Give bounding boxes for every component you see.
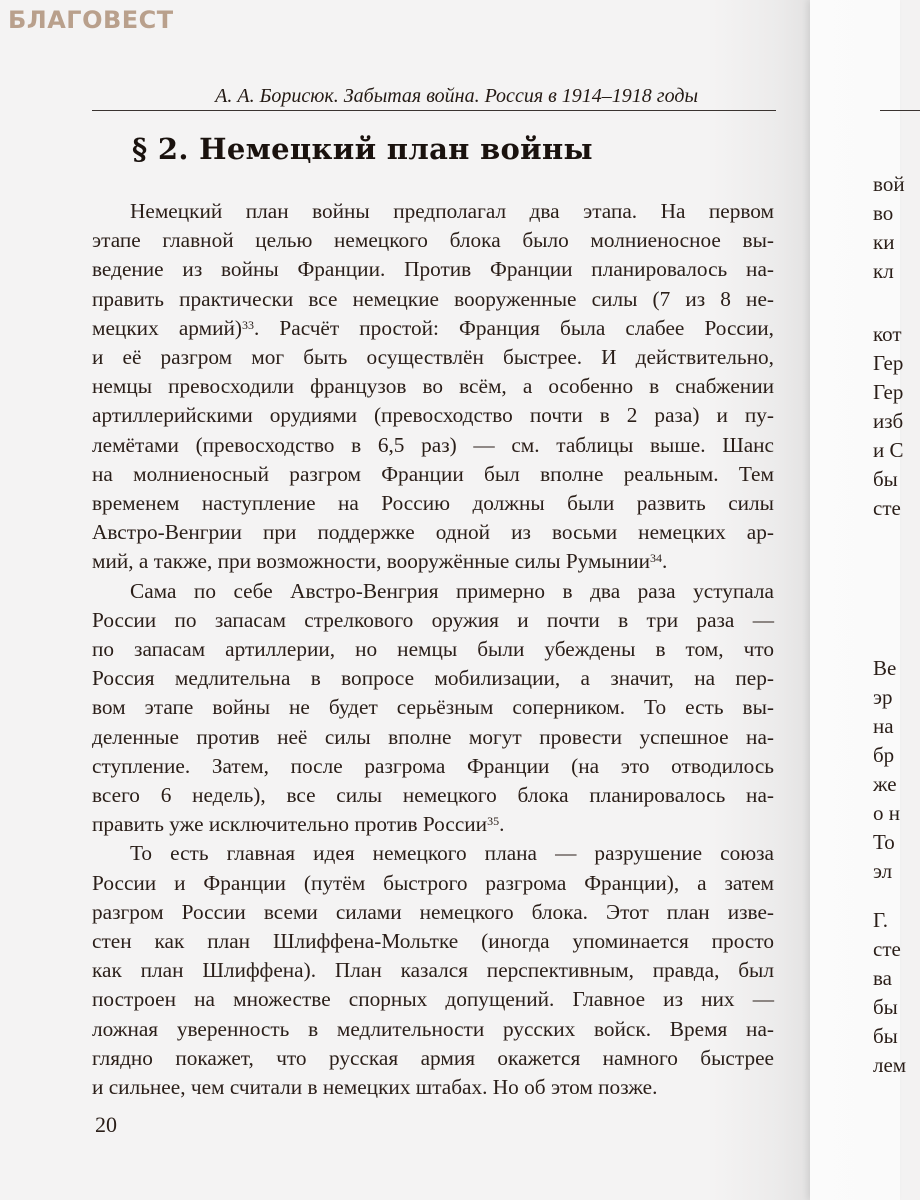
text-fragment: эл [873,859,893,883]
header-rule [92,110,776,111]
next-page-header-rule [880,110,920,111]
text-line: построен на множестве спорных допущений. Главное из них — [92,987,774,1012]
text-fragment: сте [873,937,901,961]
paragraph-1 [92,197,774,577]
text-fragment: Г. [873,908,889,932]
paragraph-2 [92,577,774,840]
chapter-title: § 2. Немецкий план войны [132,132,593,166]
text-line: Сама по себе Австро-Венгрия примерно в два раза уступала [130,578,774,603]
text-line: временем наступление на Россию должны были развить силы [92,491,774,516]
text-line: по запасам артиллерии, но немцы были убеждены в том, что [92,637,774,662]
text-fragment: бр [873,743,895,767]
text-line: ложная уверенность в медлительности русских войск. Время на- [92,1016,774,1041]
text-fragment: . [662,549,668,574]
text-line: России и Франции (путём быстрого разгрома Франции), а затем [92,870,774,895]
text-fragment: и С [873,438,904,462]
text-line: этапе главной целью немецкого блока было молниеносное вы- [92,228,774,253]
text-fragment: о н [873,801,900,825]
footnote-ref-35[interactable]: 35 [487,814,500,829]
text-fragment: изб [873,409,904,433]
text-fragment: вoй [873,172,905,196]
publisher-watermark: БЛАГОВЕСТ [8,6,174,34]
text-line [92,547,774,576]
text-fragment: Ве [873,656,897,680]
text-fragment: ки [873,230,895,254]
text-line: ступление. Затем, после разгрома Франции (на это отводилось [92,753,774,778]
text-line: править практически все немецкие вооруженные силы (7 из 8 не- [92,286,774,311]
text-line: немцы превосходили французов во всём, а особенно в снабжении [92,374,774,399]
running-header: А. А. Борисюк. Забытая война. Россия в 1914–1918 годы [215,85,698,107]
text-fragment: бы [873,467,898,491]
text-fragment: лем [873,1053,907,1077]
text-line: всего 6 недель), все силы немецкого блока планировалось на- [92,783,774,808]
text-line: лемётами (превосходство в 6,5 раз) — см. таблицы выше. Шанс [92,432,774,457]
text-line: артиллерийскими орудиями (превосходство почти в 2 раза) и пу- [92,403,774,428]
text-fragment: же [873,772,897,796]
text-fragment: ва [873,966,892,990]
text-line [92,810,774,839]
text-fragment: бы [873,1024,898,1048]
text-line: Россия медлительна в вопросе мобилизации, а значит, на пер- [92,666,774,691]
paragraph-3 [92,839,774,1102]
text-fragment: кот [873,322,902,346]
text-fragment: править уже исключительно против России [92,812,488,837]
text-line [92,314,774,343]
text-line: и её разгром мог быть осуществлён быстрее. И действительно, [92,345,774,370]
text-line: Австро-Венгрии при поддержке одной из восьми немецких ар- [92,520,774,545]
text-fragment: во [873,201,894,225]
footnote-ref-34[interactable]: 34 [650,551,663,566]
text-line: То есть главная идея немецкого плана — разрушение союза [130,841,774,866]
text-line: Немецкий план войны предполагал два этапа. На первом [130,199,774,223]
text-line: разгром России всеми силами немецкого блока. Этот план изве- [92,899,774,924]
text-fragment: на [873,714,894,738]
text-fragment: Гер [873,351,904,375]
text-line: ведение из войны Франции. Против Франции планировалось на- [92,257,774,282]
text-fragment: мий, а также, при возможности, вооружённые силы Румынии [92,549,651,574]
text-fragment: Гер [873,380,904,404]
text-fragment: То [873,830,895,854]
text-line: деленные против неё силы вполне могут провести успешное на- [92,724,774,749]
text-line: и сильнее, чем считали в немецких штабах. Но об этом позже. [92,1075,658,1100]
footnote-ref-33[interactable]: 33 [241,317,254,332]
page-number: 20 [95,1112,117,1137]
text-line: как план Шлиффена). План казался перспективным, правда, был [92,958,774,983]
text-line: на молниеносный разгром Франции был вполне реальным. Тем [92,461,774,486]
text-line: глядно покажет, что русская армия окажется намного быстрее [92,1045,774,1070]
text-fragment: кл [873,259,894,283]
text-line: вом этапе войны не будет серьёзным соперником. То есть вы- [92,695,774,720]
text-fragment: . Расчёт простой: Франция была слабее России, [253,315,774,340]
text-fragment: сте [873,496,901,520]
text-fragment: эр [873,685,893,709]
text-fragment: мецких армий) [92,315,242,340]
text-line: стен как план Шлиффена-Мольтке (иногда упоминается просто [92,929,774,954]
text-fragment: . [499,812,505,837]
text-line: России по запасам стрелкового оружия и почти в три раза — [92,607,774,632]
text-fragment: бы [873,995,898,1019]
body-text [92,197,774,1102]
